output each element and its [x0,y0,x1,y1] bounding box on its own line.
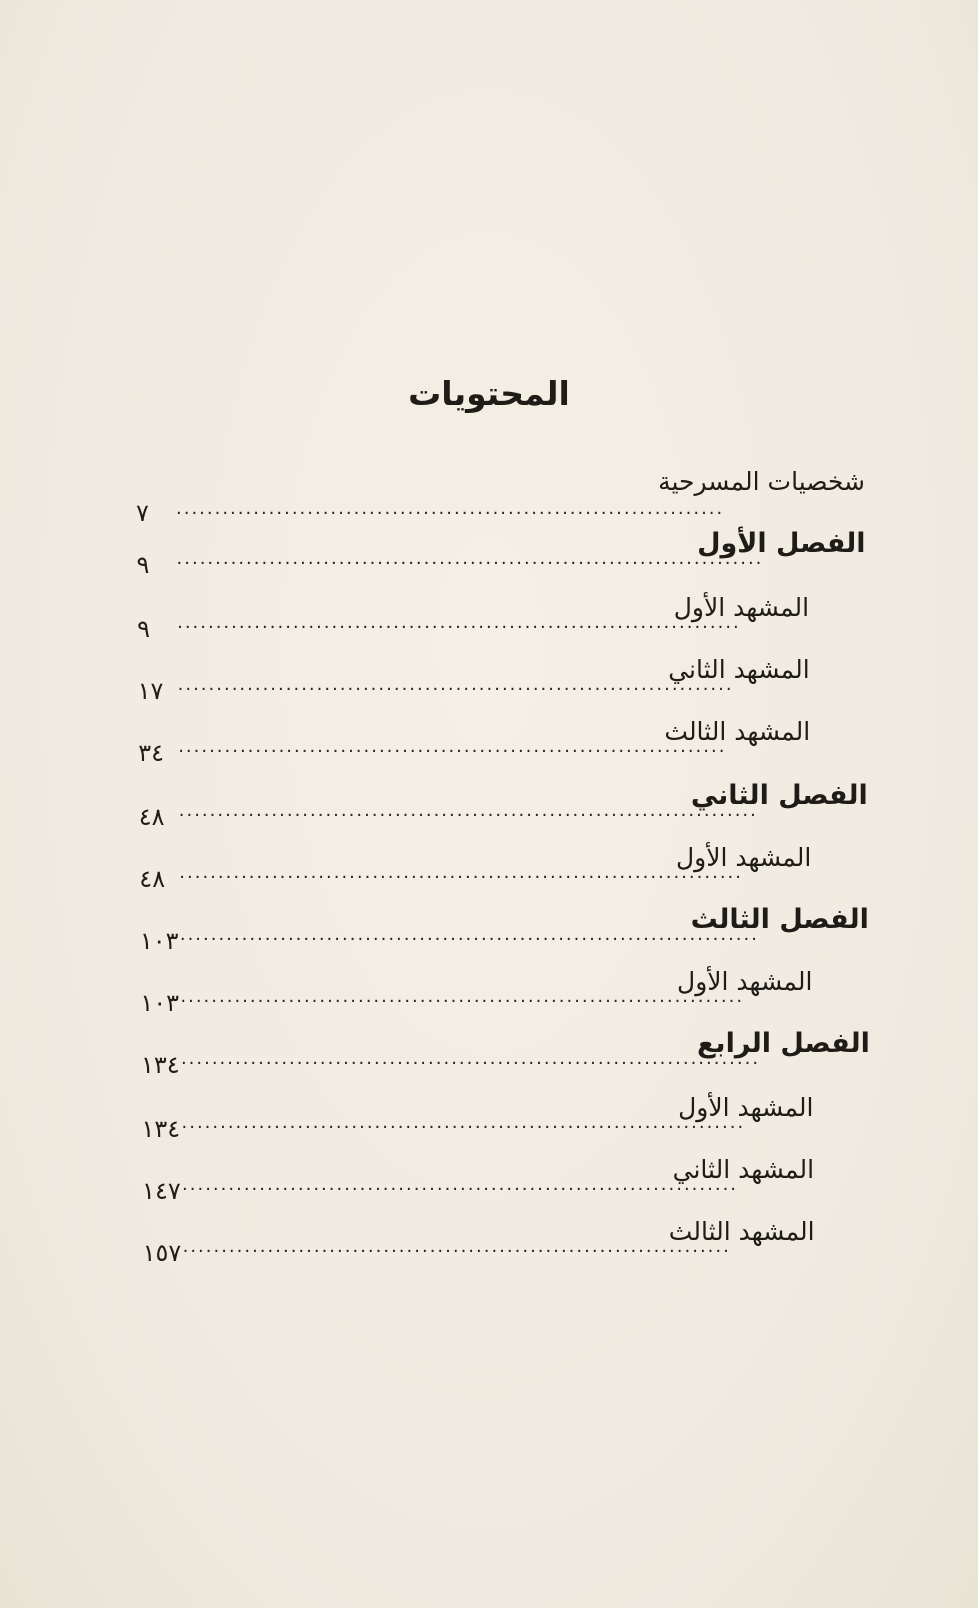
toc-entry-label: الفصل الرابع [696,1028,870,1059]
dot-leader: ........................................................................ [177,674,734,695]
toc-entry-chapter-4 [0,1028,978,1100]
toc-entry-chapter-1 [0,528,978,600]
dot-leader: ....................................................................... [178,736,727,757]
toc-page-number: ١٠٣ [140,989,180,1017]
toc-entry-chapter-3 [0,904,978,976]
toc-entry-label: المشهد الثالث [664,717,811,746]
toc-entry-label: المشهد الثاني [672,1155,815,1184]
toc-entry-scene [0,655,978,726]
toc-entry-label: المشهد الثالث [668,1217,815,1246]
toc-entry-label: المشهد الأول [673,593,810,622]
dot-leader: ............................................................................ [176,548,764,569]
toc-page-number: ٩ [136,551,150,579]
toc-entry-scene [0,1217,978,1288]
toc-page-number: ٣٤ [138,739,164,767]
toc-page-number: ٤٨ [138,803,165,831]
toc-page-number: ١٣٤ [140,1051,180,1079]
toc-page-number: ٧ [136,499,149,527]
toc-page-number: ٩ [137,615,150,643]
toc-entry-chapter-2 [0,780,978,852]
toc-page-number: ١٧ [137,677,164,705]
toc-entry-label: المشهد الأول [675,843,812,872]
toc-entry-scene [0,593,978,664]
toc-entry-scene [0,1093,978,1164]
table-of-contents [0,467,978,1316]
dot-leader: ........................................................................... [180,1048,761,1069]
toc-entry-label: المشهد الثاني [668,655,810,684]
dot-leader: ........................................................................... [178,800,758,821]
toc-entry-label: المشهد الأول [677,967,813,996]
dot-leader: ......................................................................... [180,986,745,1007]
dot-leader: ........................................................................ [182,1174,739,1195]
contents-title: المحتويات [408,374,570,413]
toc-entry-label: المشهد الأول [678,1093,814,1122]
dot-leader: ......................................................................... [177,612,741,633]
toc-entry-label: شخصيات المسرحية [658,467,865,496]
toc-page-number: ٤٨ [139,865,166,893]
toc-page-number: ١٥٧ [142,1239,182,1267]
dot-leader: ....................................................................... [176,498,725,519]
toc-entry-label: الفصل الثالث [690,904,869,935]
toc-entry-scene [0,1155,978,1226]
toc-entry-label: الفصل الثاني [690,780,868,811]
toc-entry-label: الفصل الأول [697,528,866,559]
dot-leader: ......................................................................... [179,862,743,883]
dot-leader: ......................................................................... [181,1112,746,1133]
toc-page-number: ١٣٤ [141,1115,181,1143]
toc-page-number: ١٤٧ [142,1177,181,1205]
toc-page-number: ١٠٣ [139,927,179,955]
dot-leader: ....................................................................... [182,1236,731,1257]
dot-leader: ........................................................................... [179,924,759,945]
